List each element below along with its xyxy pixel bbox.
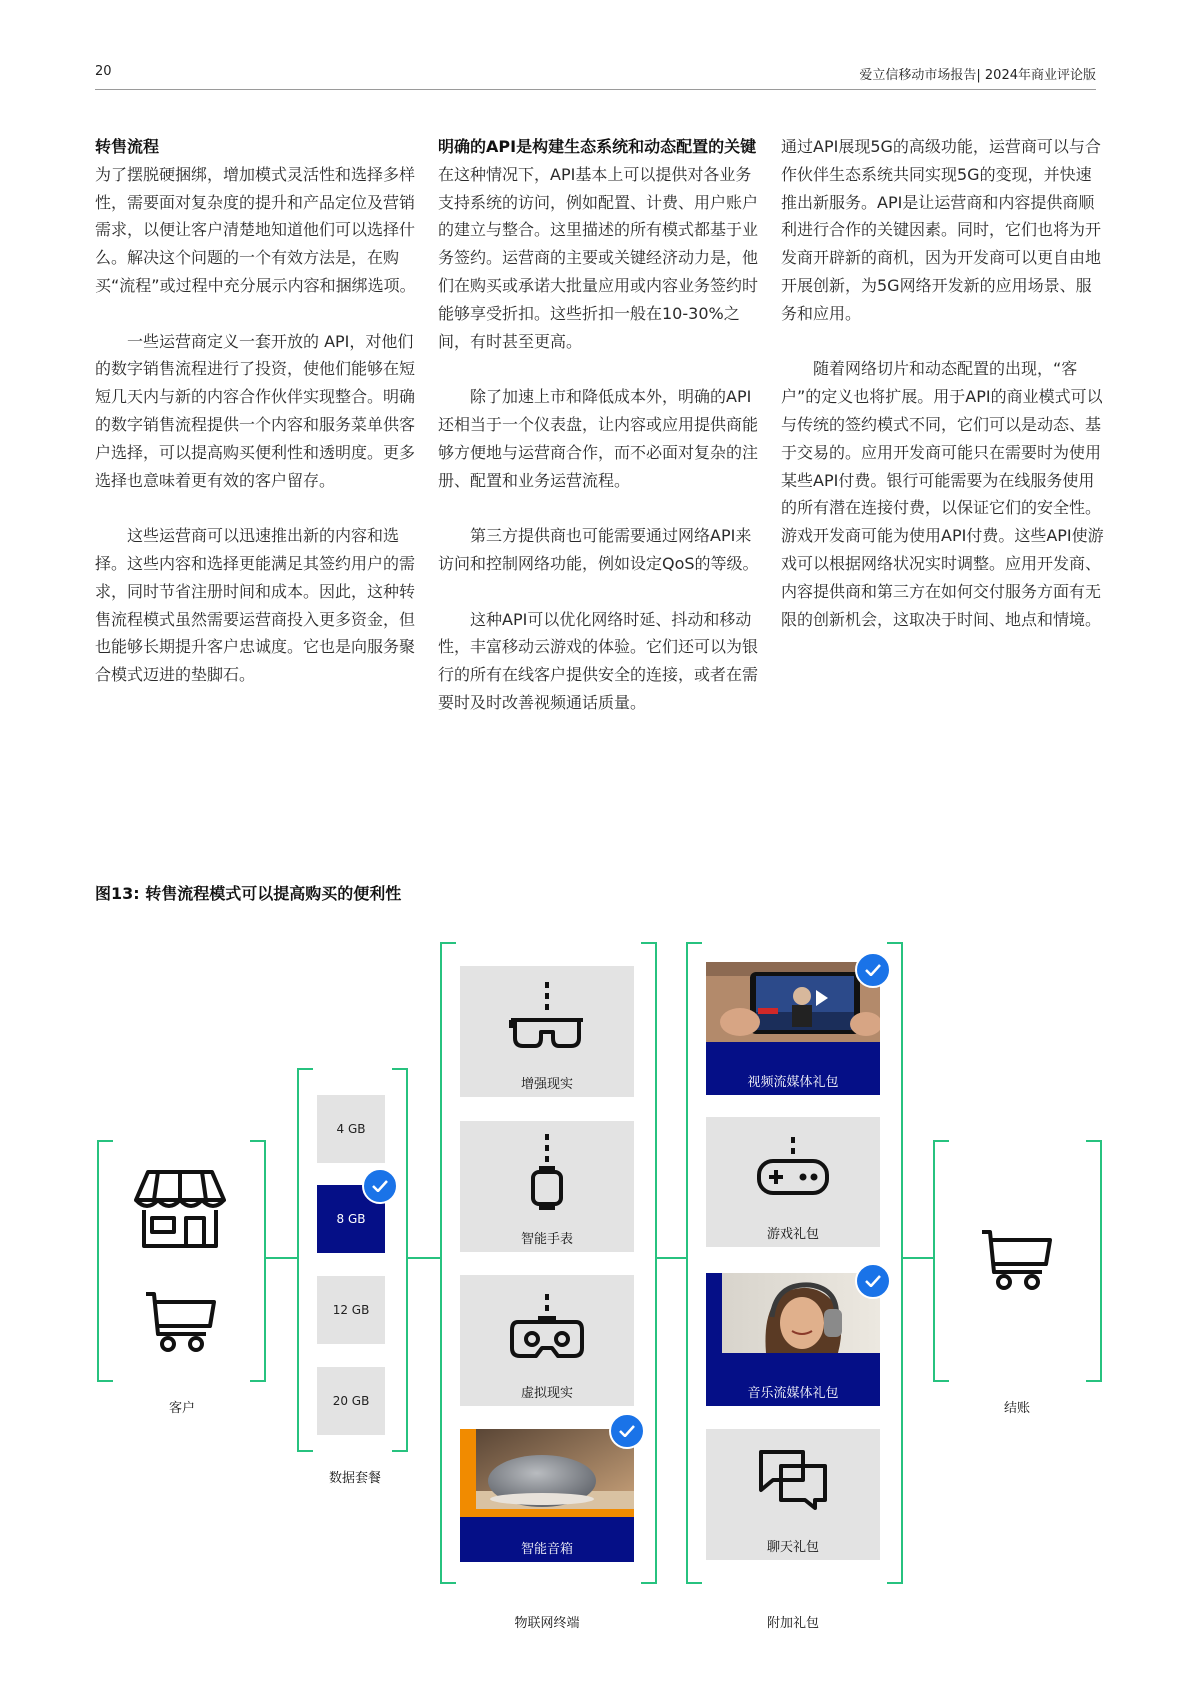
connector [406,1257,440,1259]
page-number: 20 [95,64,112,79]
data-plan-20gb[interactable]: 20 GB [317,1367,385,1435]
figure-title: 图13: 转售流程模式可以提高购买的便利性 [95,884,402,903]
vr-headset-icon [510,1294,584,1358]
video-streaming-photo [706,962,880,1042]
addon-tile-games[interactable] [706,1117,880,1247]
checkout-label: 结账 [1003,1401,1030,1416]
checkmark-icon [855,952,891,988]
connector [264,1257,297,1259]
paragraph: 通过API展现5G的高级功能，运营商可以与合作伙伴生态系统共同实现5G的变现，并快速推出新服务。API是让运营商和内容提供商顺利进行合作的关键因素。同时，它们也将为开发商开辟新的商机，因为开发商可以更自由地开展创新，为5G网络开发新的应用场景、服务和应用。 [781,137,1102,323]
data-plan-12gb[interactable]: 12 GB [317,1276,385,1344]
addon-label: 音乐流媒体礼包 [706,1376,880,1406]
addons-label: 附加礼包 [766,1616,819,1631]
paragraph: 随着网络切片和动态配置的出现，“客户”的定义也将扩展。用于API的商业模式可以与传统的签约模式不同，它们可以是动态、基于交易的。应用开发商可能只在需要时为使用某些API付费。银行可能需要为在线服务使用的所有潜在连接付费，以保证它们的安全性。游戏开发商可能为使用API付费。这些API使游戏可以根据网络状况实时调整。应用开发商、内容提供商和第三方在如何交付服务方面有无限的创新机会，这取决于时间、地点和情境。 [781,359,1104,629]
iot-label: 智能手表 [520,1231,573,1247]
iot-label: 物联网终端 [514,1616,580,1631]
addon-tile-chat[interactable] [706,1429,880,1560]
customer-bracket-left [97,1140,113,1382]
gamepad-icon [757,1137,829,1197]
addons-bracket-right [887,942,903,1584]
paragraph: 除了加速上市和降低成本外，明确的API还相当于一个仪表盘，让内容或应用提供商能够方便地与运营商合作，而不必面对复杂的注册、配置和业务运营流程。 [438,387,759,490]
checkmark-icon [609,1413,645,1449]
text-column-3 [781,133,1104,661]
iot-tile-vr[interactable] [460,1275,634,1406]
store-icon [134,1170,226,1248]
text-column-2 [438,133,761,745]
paragraph: 第三方提供商也可能需要通过网络API来访问和控制网络功能，例如设定QoS的等级。 [438,526,759,573]
iot-tile-smart-speaker[interactable] [460,1429,634,1562]
iot-label: 增强现实 [520,1076,573,1092]
section-heading-api: 明确的API是构建生态系统和动态配置的关键 [438,137,757,156]
connector [655,1257,686,1259]
data-plan-8gb[interactable]: 8 GB [317,1185,385,1253]
music-streaming-photo [706,1273,880,1353]
checkmark-icon [855,1263,891,1299]
iot-bracket-right [641,942,657,1584]
addon-label: 视频流媒体礼包 [706,1065,880,1095]
paragraph: 一些运营商定义一套开放的 API，对他们的数字销售流程进行了投资，使他们能够在短短几天内与新的内容合作伙伴实现整合。明确的数字销售流程提供一个内容和服务菜单供客户选择，可以提高购买便利性和透明度。更多选择也意味着更有效的客户留存。 [95,331,416,490]
addon-label: 聊天礼包 [766,1539,819,1555]
iot-label: 智能音箱 [460,1532,634,1562]
paragraph: 在这种情况下，API基本上可以提供对各业务支持系统的访问，例如配置、计费、用户账户的建立与整合。这里描述的所有模式都基于业务签约。运营商的主要或关键经济动力是，他们在购买或承诺大批量应用或内容业务签约时能够享受折扣。这些折扣一般在10-30%之间，有时甚至更高。 [438,164,759,351]
connector [901,1257,933,1259]
report-title: 爱立信移动市场报告| 2024年商业评论版 [859,68,1096,83]
checkout-bracket-right [1086,1140,1102,1382]
checkout-bracket-left [933,1140,949,1382]
data-plans-label: 数据套餐 [328,1471,381,1486]
paragraph: 为了摆脱硬捆绑，增加模式灵活性和选择多样性，需要面对复杂度的提升和产品定位及营销需求，以便让客户清楚地知道他们可以选择什么。解决这个问题的一个有效方法是，在购买“流程”或过程中充分展示内容和捆绑选项。 [95,164,416,295]
cart-icon [144,1290,218,1354]
data-plan-4gb[interactable]: 4 GB [317,1095,385,1163]
data-plans-bracket-left [297,1068,313,1452]
chat-icon [759,1450,827,1510]
addons-bracket-left [686,942,702,1584]
text-column-1 [95,133,418,717]
checkmark-icon [362,1168,398,1204]
cart-icon[interactable] [980,1228,1054,1292]
iot-tile-smartwatch[interactable] [460,1121,634,1252]
section-heading-resale-flow: 转售流程 [95,137,160,156]
addon-tile-video[interactable] [706,962,880,1095]
header-divider [95,89,1096,90]
ar-glasses-icon [507,982,587,1052]
customer-bracket-right [250,1140,266,1382]
paragraph: 这种API可以优化网络时延、抖动和移动性，丰富移动云游戏的体验。它们还可以为银行的所有在线客户提供安全的连接，或者在需要时及时改善视频通话质量。 [438,609,759,712]
smart-speaker-photo [460,1429,634,1517]
addon-label: 游戏礼包 [766,1226,819,1242]
smartwatch-icon [527,1134,567,1210]
iot-label: 虚拟现实 [520,1385,573,1401]
addon-tile-music[interactable] [706,1273,880,1406]
iot-tile-ar[interactable] [460,966,634,1097]
customer-label: 客户 [168,1401,195,1416]
paragraph: 这些运营商可以迅速推出新的内容和选择。这些内容和选择更能满足其签约用户的需求，同时节省注册时间和成本。因此，这种转售流程模式虽然需要运营商投入更多资金，但也能够长期提升客户忠诚度。它也是向服务聚合模式迈进的垫脚石。 [95,526,416,685]
iot-bracket-left [440,942,456,1584]
data-plans-bracket-right [392,1068,408,1452]
